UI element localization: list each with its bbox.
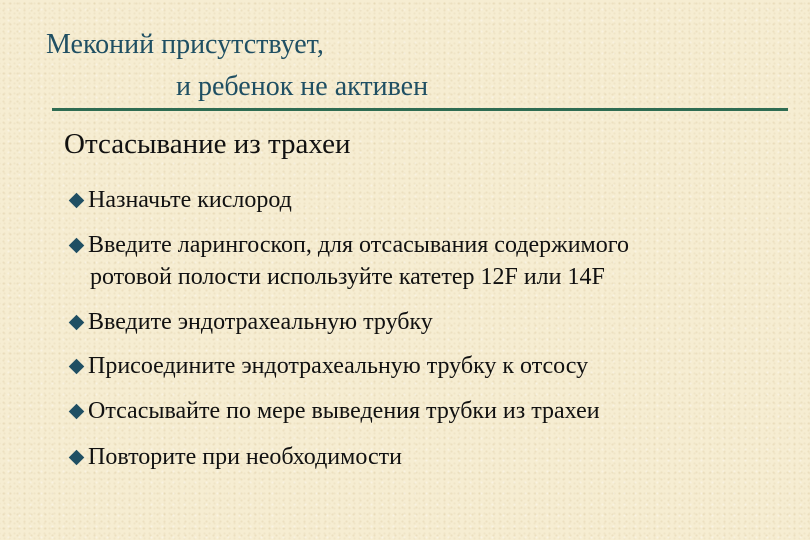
diamond-bullet-icon bbox=[69, 450, 85, 466]
diamond-bullet-icon bbox=[69, 238, 85, 254]
diamond-bullet-icon bbox=[69, 193, 85, 209]
slide-title bbox=[46, 24, 786, 108]
title-line-2: и ребенок не активен bbox=[176, 71, 429, 102]
bullet-text: Отсасывайте по мере выведения трубки из трахеи bbox=[88, 398, 600, 424]
diamond-bullet-icon bbox=[69, 404, 85, 420]
bullet-item-oxygen bbox=[64, 184, 784, 216]
bullet-text: Введите ларингоскоп, для отсасывания содержимого bbox=[88, 232, 629, 258]
bullet-text: Присоедините эндотрахеальную трубку к отсосу bbox=[88, 353, 589, 379]
title-divider bbox=[52, 108, 788, 111]
title-line-1: Меконий присутствует, bbox=[46, 29, 324, 60]
bullet-item-suction-withdraw bbox=[64, 395, 784, 427]
section-heading: Отсасывание из трахеи bbox=[64, 128, 351, 160]
bullet-text: Назначьте кислород bbox=[88, 187, 292, 213]
diamond-bullet-icon bbox=[69, 315, 85, 331]
bullet-text-continuation: ротовой полости используйте катетер 12F или 14F bbox=[90, 264, 605, 290]
bullet-text: Повторите при необходимости bbox=[88, 444, 402, 470]
bullet-item-laryngoscope bbox=[64, 229, 784, 293]
bullet-item-repeat bbox=[64, 441, 784, 473]
bullet-item-attach-suction bbox=[64, 350, 784, 382]
diamond-bullet-icon bbox=[69, 359, 85, 375]
bullet-text: Введите эндотрахеальную трубку bbox=[88, 309, 433, 335]
bullet-item-intubate bbox=[64, 306, 784, 338]
